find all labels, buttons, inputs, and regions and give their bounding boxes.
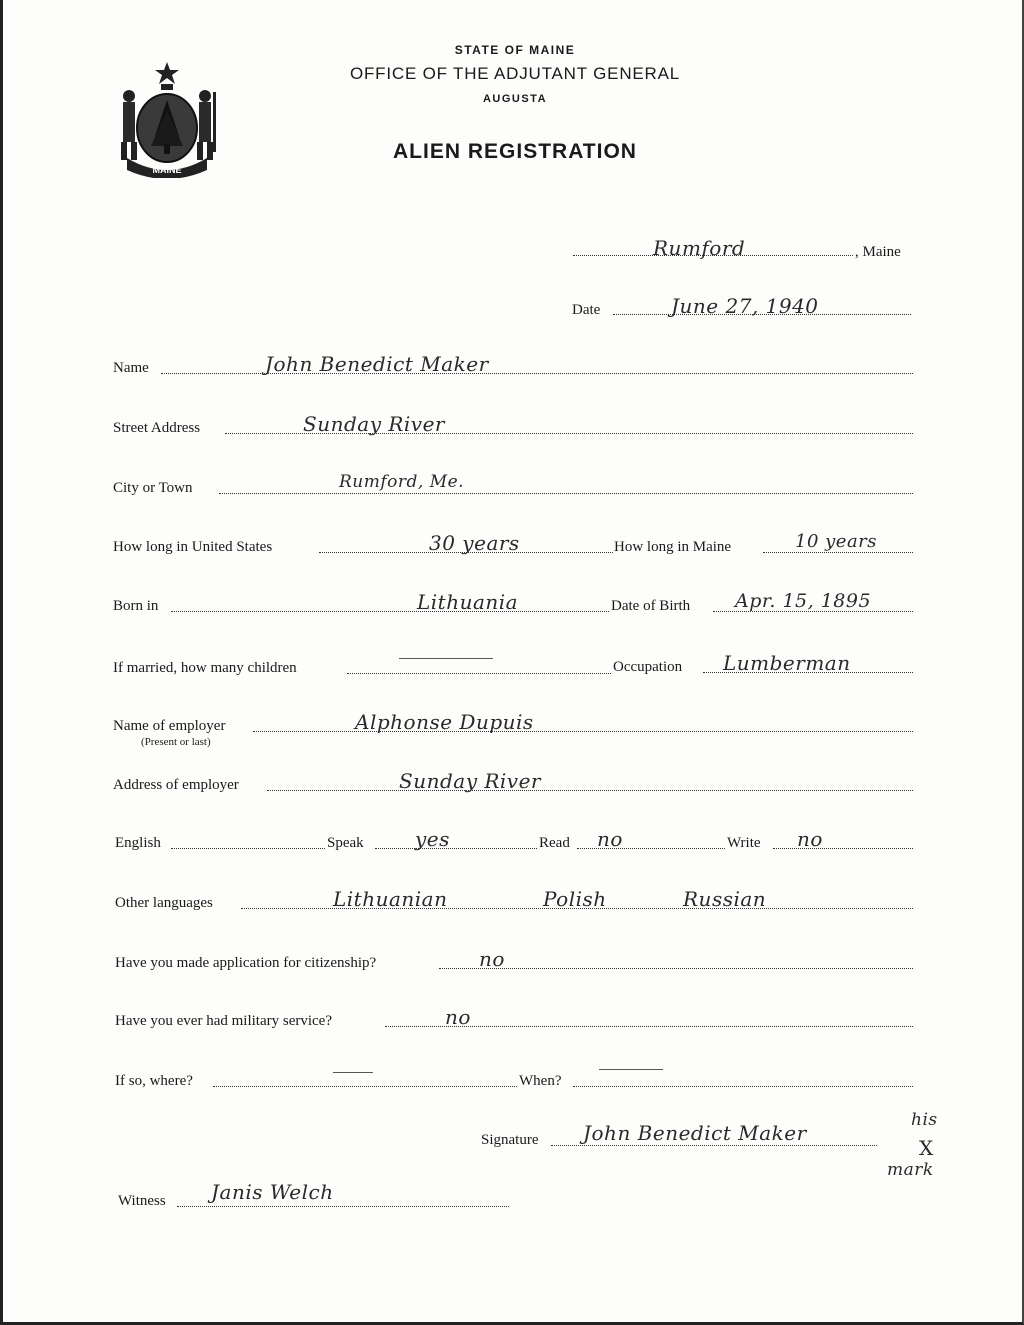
when-none-dash — [599, 1069, 663, 1070]
maine-label: , Maine — [855, 244, 901, 260]
born-in-value: Lithuania — [417, 590, 519, 614]
employer-address-value: Sunday River — [399, 769, 541, 793]
name-value: John Benedict Maker — [265, 352, 489, 376]
citizenship-line — [439, 968, 913, 969]
name-label: Name — [113, 360, 149, 376]
date-of-birth-label: Date of Birth — [611, 598, 691, 614]
date-label: Date — [572, 302, 601, 318]
speak-line — [375, 848, 537, 849]
english-line — [171, 848, 325, 849]
speak-label: Speak — [327, 835, 364, 851]
signature-his: his — [911, 1110, 938, 1130]
language-2-value: Polish — [543, 887, 607, 911]
street-value: Sunday River — [303, 412, 445, 436]
how-long-maine-line — [763, 552, 913, 553]
signature-line — [551, 1145, 877, 1146]
born-in-label: Born in — [113, 598, 159, 614]
how-long-us-label: How long in United States — [113, 539, 273, 555]
where-line — [213, 1086, 517, 1087]
married-label: If married, how many children — [113, 660, 297, 676]
how-long-maine-label: How long in Maine — [614, 539, 732, 555]
speak-value: yes — [415, 827, 450, 851]
how-long-us-value: 30 years — [429, 531, 520, 555]
employer-address-line — [267, 790, 913, 791]
employer-value: Alphonse Dupuis — [355, 710, 534, 734]
employer-label: Name of employer — [113, 718, 226, 734]
language-3-value: Russian — [683, 887, 767, 911]
other-languages-label: Other languages — [115, 895, 213, 911]
signature-mark: mark — [887, 1160, 934, 1180]
signature-value: John Benedict Maker — [583, 1121, 807, 1145]
signature-label: Signature — [481, 1132, 539, 1148]
read-label: Read — [539, 835, 570, 851]
write-value: no — [797, 827, 823, 851]
write-line — [773, 848, 913, 849]
where-none-dash — [333, 1072, 373, 1073]
date-value: June 27, 1940 — [671, 294, 819, 318]
employer-note: (Present or last) — [141, 736, 211, 748]
language-1-value: Lithuanian — [333, 887, 448, 911]
write-label: Write — [727, 835, 761, 851]
signature-mark-x: X — [919, 1136, 934, 1160]
employer-address-label: Address of employer — [113, 777, 239, 793]
married-line — [347, 673, 611, 674]
svg-text:MAINE: MAINE — [152, 165, 182, 175]
military-label: Have you ever had military service? — [115, 1013, 332, 1029]
witness-line — [177, 1206, 509, 1207]
witness-value: Janis Welch — [211, 1180, 334, 1204]
born-in-line — [171, 611, 609, 612]
form-title: ALIEN REGISTRATION — [393, 140, 637, 163]
witness-label: Witness — [118, 1193, 166, 1209]
occupation-label: Occupation — [613, 659, 683, 675]
occupation-value: Lumberman — [723, 651, 851, 675]
when-line — [573, 1086, 913, 1087]
header-city: AUGUSTA — [482, 93, 548, 105]
employer-line — [253, 731, 913, 732]
citizenship-label: Have you made application for citizenship? — [115, 955, 377, 971]
how-long-maine-value: 10 years — [795, 531, 878, 552]
citizenship-value: no — [479, 947, 505, 971]
married-none-dash — [399, 658, 493, 659]
city-label: City or Town — [113, 480, 193, 496]
header-state: STATE OF MAINE — [454, 43, 576, 57]
city-value: Rumford, Me. — [339, 472, 465, 492]
city-line — [219, 493, 913, 494]
english-label: English — [115, 835, 161, 851]
street-label: Street Address — [113, 420, 201, 436]
date-of-birth-value: Apr. 15, 1895 — [735, 590, 872, 612]
read-value: no — [597, 827, 623, 851]
town-value: Rumford — [653, 236, 746, 260]
when-label: When? — [519, 1073, 562, 1089]
military-value: no — [445, 1005, 471, 1029]
where-label: If so, where? — [115, 1073, 193, 1089]
header-office: OFFICE OF THE ADJUTANT GENERAL — [349, 64, 681, 83]
